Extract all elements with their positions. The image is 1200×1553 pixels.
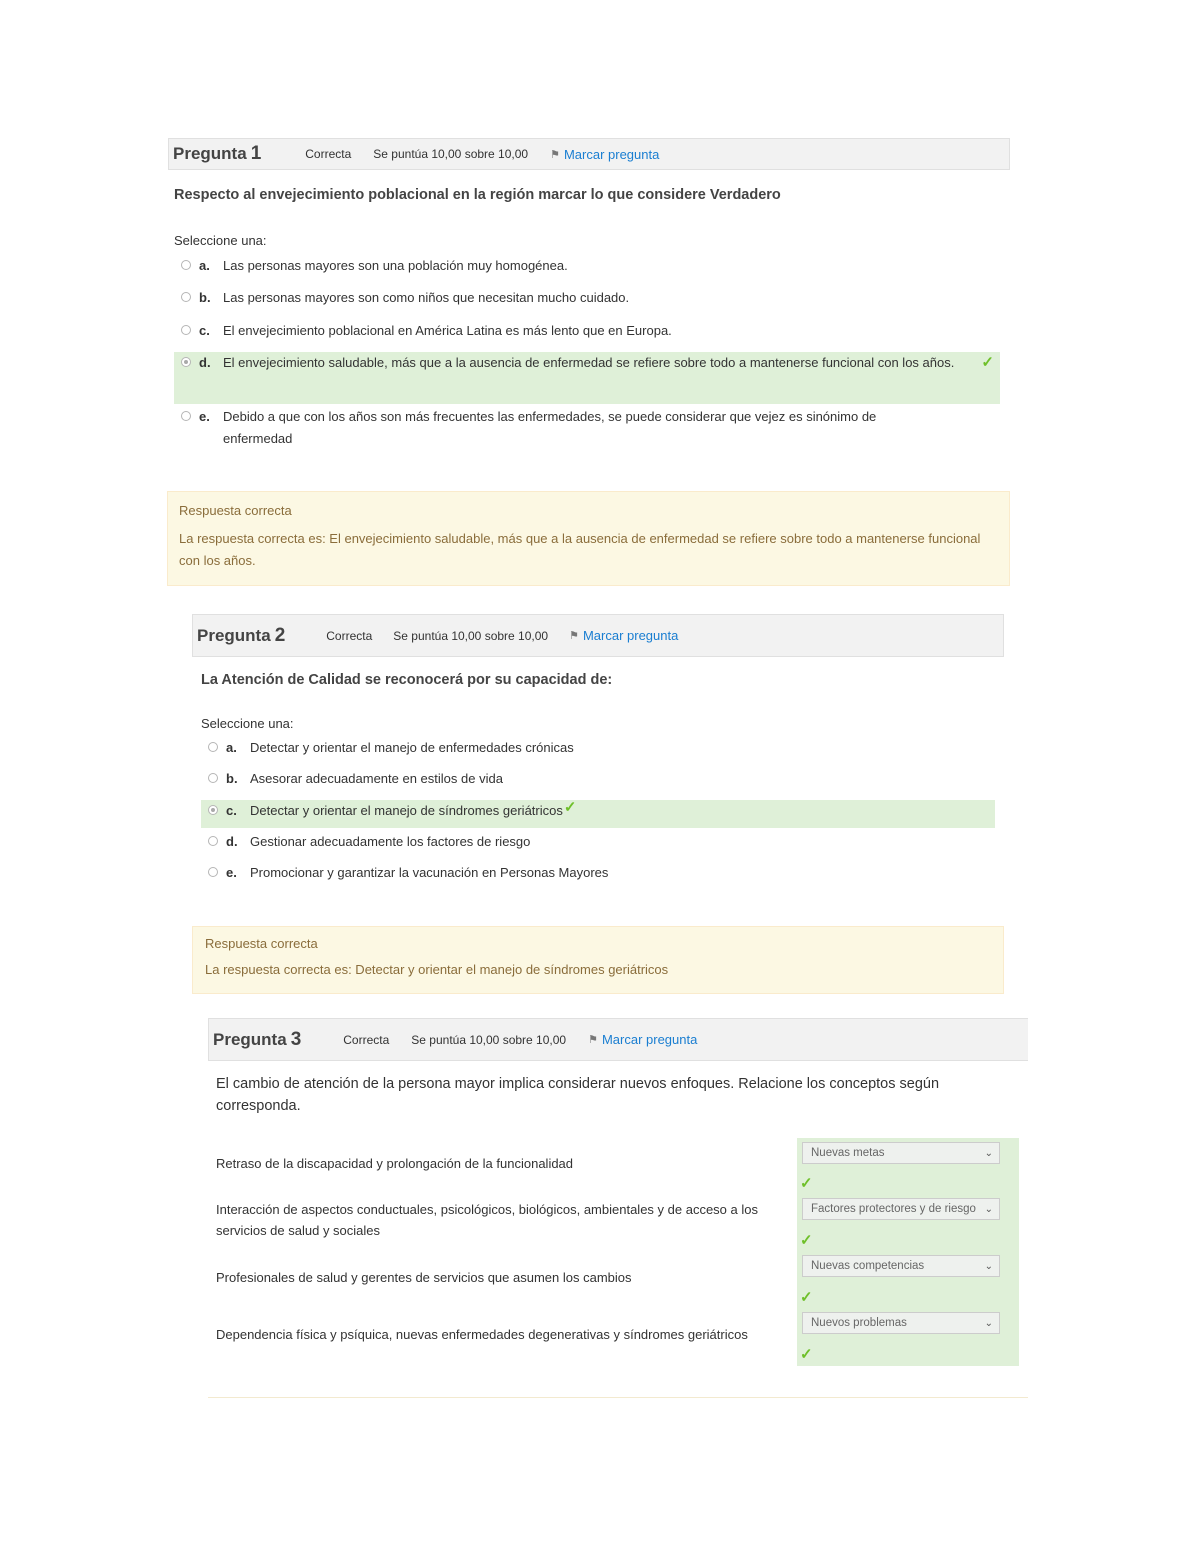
question-3-grade: Se puntúa 10,00 sobre 10,00 (411, 1032, 567, 1047)
question-number: 1 (250, 143, 262, 164)
select-value: Nuevos problemas (811, 1317, 907, 1329)
question-2-flag-link[interactable] (569, 628, 678, 643)
check-icon: ✓ (800, 1289, 813, 1306)
question-title-label: Pregunta (173, 144, 247, 163)
option-letter: b. (199, 290, 211, 305)
question-title-label: Pregunta (197, 625, 271, 645)
option-letter: e. (199, 409, 210, 424)
question-2-state: Correcta (326, 628, 373, 643)
option-text: Debido a que con los años son más frecuentes las enfermedades, se puede considerar que vejez es sinónimo de enfermedad (223, 409, 877, 446)
question-3-text: El cambio de atención de la persona mayor implica considerar nuevos enfoques. Relacione los conceptos según corresponda. (216, 1076, 940, 1114)
feedback-text: La respuesta correcta es: Detectar y orientar el manejo de síndromes geriátricos (205, 962, 669, 977)
option-text: Detectar y orientar el manejo de síndromes geriátricos (250, 803, 563, 818)
radio-icon[interactable] (208, 836, 218, 846)
flag-icon: ⚑ (569, 630, 579, 642)
check-icon: ✓ (981, 354, 994, 371)
question-number: 3 (290, 1028, 302, 1050)
match-row-1-select[interactable] (802, 1142, 1000, 1164)
question-1-grade: Se puntúa 10,00 sobre 10,00 (373, 147, 529, 161)
question-2-header (192, 614, 1004, 657)
radio-icon[interactable] (181, 325, 191, 335)
question-1-title (173, 143, 261, 165)
option-text: Detectar y orientar el manejo de enfermedades crónicas (250, 740, 574, 755)
question-3-title (213, 1029, 301, 1051)
radio-icon[interactable] (181, 292, 191, 302)
question-1-feedback (167, 491, 1010, 586)
feedback-title: Respuesta correcta (205, 936, 318, 951)
flag-label: Marcar pregunta (563, 146, 660, 162)
option-letter: d. (199, 355, 211, 370)
feedback-title: Respuesta correcta (179, 503, 292, 518)
question-2-option-b[interactable] (208, 768, 988, 790)
option-text: Gestionar adecuadamente los factores de riesgo (250, 834, 531, 849)
question-2-text: La Atención de Calidad se reconocerá por su capacidad de: (201, 672, 613, 688)
question-2-grade: Se puntúa 10,00 sobre 10,00 (393, 628, 549, 643)
flag-label: Marcar pregunta (601, 1032, 698, 1047)
select-value: Nuevas competencias (811, 1260, 925, 1272)
option-letter: c. (226, 803, 237, 818)
check-icon: ✓ (800, 1232, 813, 1249)
option-text: Asesorar adecuadamente en estilos de vida (250, 771, 503, 786)
radio-icon[interactable] (208, 805, 218, 815)
match-row-1-label: Retraso de la discapacidad y prolongación de la funcionalidad (216, 1156, 574, 1171)
question-1-text: Respecto al envejecimiento poblacional en la región marcar lo que considere Verdadero (174, 187, 781, 203)
flag-icon: ⚑ (550, 148, 560, 161)
chevron-down-icon: ⌄ (984, 1147, 993, 1159)
option-letter: b. (226, 771, 238, 786)
question-3-state: Correcta (343, 1032, 390, 1047)
chevron-down-icon: ⌄ (984, 1260, 993, 1272)
match-row-2-select[interactable] (802, 1198, 1000, 1220)
question-1-flag-link[interactable] (550, 147, 659, 162)
question-2-option-d[interactable] (208, 831, 988, 853)
question-number: 2 (274, 624, 286, 646)
option-text: El envejecimiento saludable, más que a la ausencia de enfermedad se refiere sobre todo a mantenerse funcional con los años. (223, 355, 955, 370)
chevron-down-icon: ⌄ (984, 1317, 993, 1329)
check-icon: ✓ (800, 1346, 813, 1363)
match-row-4-select[interactable] (802, 1312, 1000, 1334)
question-1-option-a[interactable] (181, 255, 1001, 277)
option-text: El envejecimiento poblacional en América Latina es más lento que en Europa. (223, 323, 672, 338)
question-title-label: Pregunta (213, 1029, 287, 1049)
check-icon: ✓ (563, 799, 577, 816)
section-divider (208, 1397, 1028, 1398)
option-text: Promocionar y garantizar la vacunación en Personas Mayores (250, 865, 609, 880)
option-letter: a. (199, 258, 210, 273)
match-row-4-label: Dependencia física y psíquica, nuevas enfermedades degenerativas y síndromes geriátricos (216, 1327, 748, 1342)
question-1-state: Correcta (305, 147, 352, 161)
check-icon: ✓ (800, 1175, 813, 1192)
option-letter: e. (226, 865, 237, 880)
option-text: Las personas mayores son como niños que necesitan mucho cuidado. (223, 290, 630, 305)
option-letter: a. (226, 740, 237, 755)
question-2-option-c[interactable] (201, 800, 995, 828)
question-2-option-a[interactable] (208, 737, 988, 759)
question-2-title (197, 625, 285, 647)
option-letter: c. (199, 323, 210, 338)
question-2-option-e[interactable] (208, 862, 988, 884)
question-3-flag-link[interactable] (588, 1032, 697, 1047)
feedback-text: La respuesta correcta es: El envejecimiento saludable, más que a la ausencia de enfermedad se refiere sobre todo a mantenerse funcional con los años. (179, 531, 981, 568)
option-text: Las personas mayores son una población muy homogénea. (223, 258, 568, 273)
question-1-option-e[interactable] (181, 406, 941, 450)
flag-label: Marcar pregunta (582, 628, 679, 643)
match-row-3-label: Profesionales de salud y gerentes de servicios que asumen los cambios (216, 1270, 632, 1285)
flag-icon: ⚑ (588, 1034, 598, 1046)
radio-icon[interactable] (208, 773, 218, 783)
question-1-option-d[interactable] (174, 352, 1000, 404)
radio-icon[interactable] (208, 867, 218, 877)
question-1-prompt: Seleccione una: (174, 233, 267, 248)
match-row-3-select[interactable] (802, 1255, 1000, 1277)
radio-icon[interactable] (181, 357, 191, 367)
radio-icon[interactable] (181, 260, 191, 270)
radio-icon[interactable] (208, 742, 218, 752)
radio-icon[interactable] (181, 411, 191, 421)
question-1-option-c[interactable] (181, 320, 1001, 342)
question-2-feedback (192, 926, 1004, 994)
match-row-2-label: Interacción de aspectos conductuales, psicológicos, biológicos, ambientales y de acceso a los servicios de salud y sociales (216, 1202, 758, 1238)
select-value: Factores protectores y de riesgo (811, 1203, 976, 1215)
question-3-header (208, 1018, 1028, 1061)
question-1-header (168, 138, 1010, 170)
chevron-down-icon: ⌄ (984, 1203, 993, 1215)
question-1-option-b[interactable] (181, 287, 1001, 309)
option-letter: d. (226, 834, 238, 849)
select-value: Nuevas metas (811, 1147, 885, 1159)
question-2-prompt: Seleccione una: (201, 716, 294, 731)
